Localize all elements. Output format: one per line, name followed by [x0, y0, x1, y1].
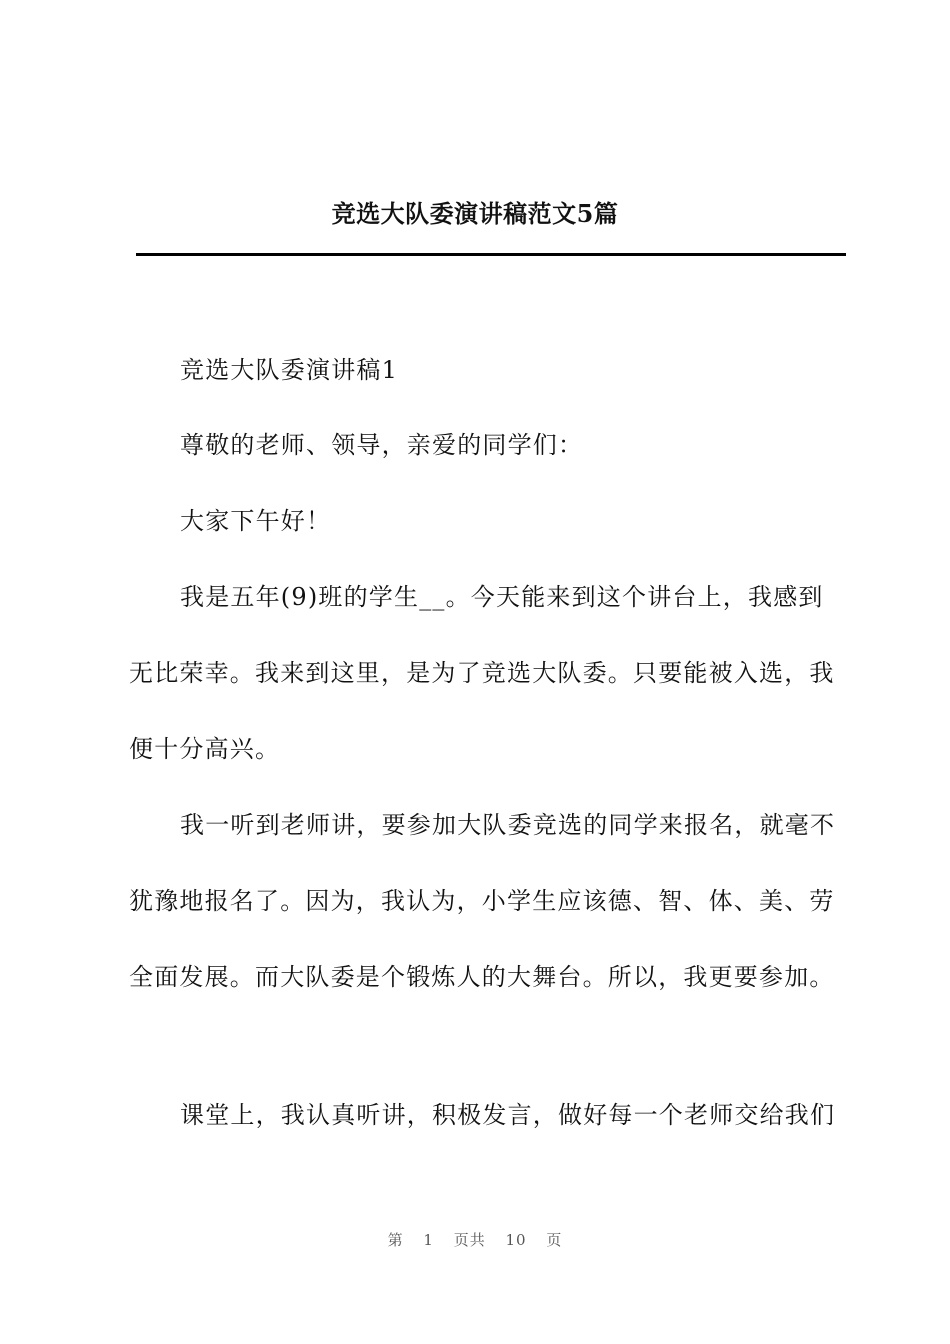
paragraph-line: 我是五年(9)班的学生__。今天能来到这个讲台上，我感到: [180, 583, 824, 611]
paragraph-line: 犹豫地报名了。因为，我认为，小学生应该德、智、体、美、劳: [129, 887, 835, 915]
paragraph-line: 便十分高兴。: [129, 735, 281, 763]
greeting-line: 大家下午好！: [180, 507, 332, 535]
footer-current-page: 1: [423, 1231, 434, 1249]
paragraph-line: 课堂上，我认真听讲，积极发言，做好每一个老师交给我们: [180, 1101, 836, 1129]
footer-total-pages: 10: [505, 1231, 527, 1249]
paragraph-line: 全面发展。而大队委是个锻炼人的大舞台。所以，我更要参加。: [129, 963, 835, 991]
section-heading: 竞选大队委演讲稿1: [180, 356, 399, 384]
footer-pages-label: 页: [546, 1231, 563, 1249]
paragraph-line: 我一听到老师讲，要参加大队委竞选的同学来报名，就毫不: [180, 811, 836, 839]
footer-page-label: 第: [387, 1231, 404, 1249]
document-title: 竞选大队委演讲稿范文5篇: [331, 199, 619, 228]
salutation-line: 尊敬的老师、领导，亲爱的同学们：: [180, 431, 584, 459]
paragraph-line: 无比荣幸。我来到这里，是为了竞选大队委。只要能被入选，我: [129, 659, 835, 687]
title-underline: [136, 253, 846, 256]
footer-of-label: 页共: [453, 1231, 486, 1249]
page-footer: [0, 1230, 950, 1250]
